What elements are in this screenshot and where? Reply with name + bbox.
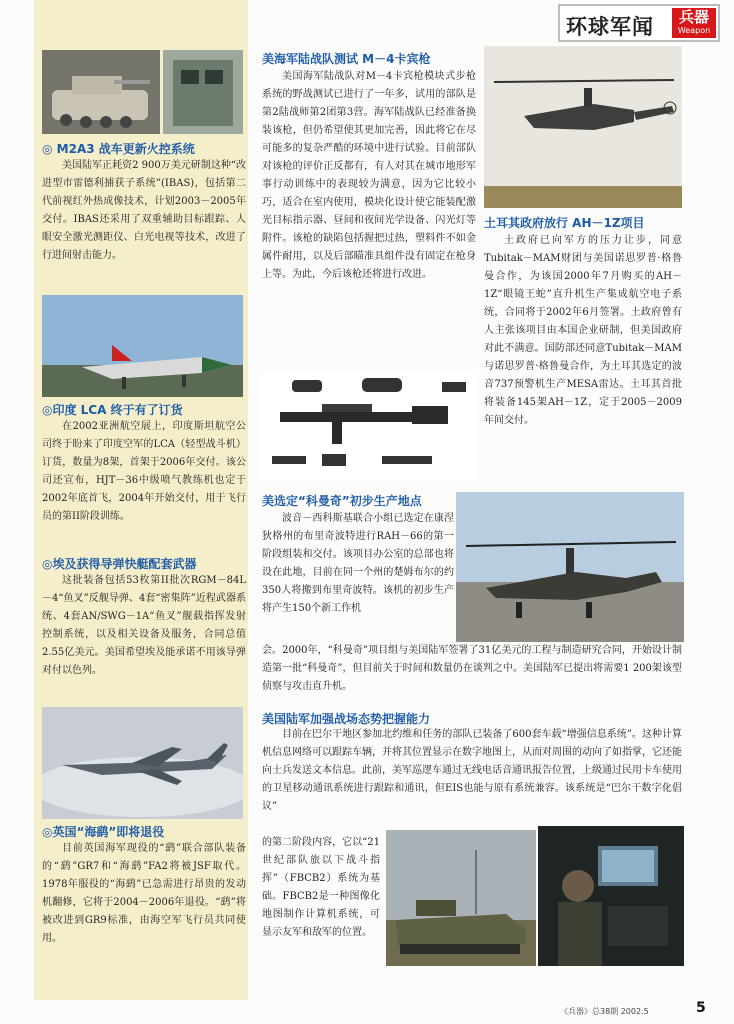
fbcb2-vehicle-photo <box>386 830 536 966</box>
comanche-helicopter-photo <box>456 492 684 642</box>
lca-jet-illustration <box>42 295 243 397</box>
fbcb2-vehicle-illustration <box>386 830 536 966</box>
ah1z-body: 土政府已向军方的压力让步，同意Tubitak－MAM财团与美国诺思罗普·格鲁曼合作，为该国2000年7月购买的AH－1Z“眼镜王蛇”直升机生产集成航空电子系统，合同将于2002年6月签署。土政府曾有人主张该项目由本国企业研制，但美国政府对此不满意。国防部还同意Tubitak－MAM与诺思罗普·格鲁曼合作，为土耳其选定的波音737预警机生产MESA雷达。土耳其首批将装备145架AH－1Z，定于2005－2009年间交付。 <box>484 235 682 426</box>
lca-body: 在2002亚洲航空展上，印度斯坦航空公司终于盼来了印度空军的LCA（轻型战斗机）订货，数量为8架，首架于2006年交付。该公司还宣布，HJT－36中级喷气教练机也定于2002年底首飞，2004年开始交付，用于飞行员的第II阶段训练。 <box>42 421 246 522</box>
m4-carbine-photo <box>262 372 476 480</box>
issue-footer: 《兵器》总38期 2002.5 <box>560 1007 649 1016</box>
m4-heading: 美海军陆战队测试 M－4卡宾枪 <box>262 52 431 66</box>
m2a3-vehicle-photo <box>42 50 160 134</box>
m4-carbine-illustration <box>262 372 476 480</box>
sight-illustration <box>163 50 243 134</box>
fbcb2-heading: 美国陆军加强战场态势把握能力 <box>262 712 431 726</box>
logo-main-text: 兵器 <box>678 8 709 26</box>
comanche-body-part2: 会。2000年，“科曼奇”项目组与美国陆军签署了31亿美元的工程与制造研究合同，开始设计制造第一批“科曼奇”，但目前关于时间和数量仍在谈判之中。美国陆军已提出将需要1 200架该型侦察与攻击直升机。 <box>262 645 682 692</box>
harrier-heading: ◎英国“海鹞”即将退役 <box>42 825 165 839</box>
lca-heading: ◎印度 LCA 终于有了订货 <box>42 403 183 417</box>
lca-jet-photo <box>42 295 243 397</box>
fbcb2-body-part1: 目前在巴尔干地区参加北约维和任务的部队已装备了600套车载“增强信息系统”。这种计算机信息网络可以跟踪车辆，并将其位置显示在数字地图上，从而对周围的动向了如指掌，它还能向士兵发送文本信息。此前，美军巡逻车通过无线电话音通讯报告位置，上级通过民用卡车使用的卫星移动通讯系统进行跟踪和通讯，但EIS也能与原有系统兼容。该系统是“巴尔干数字化倡议” <box>262 729 682 812</box>
ah1z-heading: 土耳其政府放行 AH－1Z项目 <box>484 216 645 230</box>
fbcb2-body-part2: 的第二阶段内容，它以“21世纪部队旅以下战斗指挥”（FBCB2）系统为基础。FBCB2是一种图像化地图制作计算机系统，可显示友军和敌军的位置。 <box>262 837 380 938</box>
fbcb2-operator-photo <box>538 826 684 966</box>
m2a3-vehicle-illustration <box>42 50 160 134</box>
m2a3-sight-photo <box>163 50 243 134</box>
logo-sub-text: Weapon <box>677 26 711 35</box>
comanche-body-part1: 波音－西科斯基联合小组已选定在康涅狄格州的布里奇波特进行RAH－66的第一阶段组装和交付。该项目办公室的总部也将设在此地，目前在同一个州的楚姆布尔的约350人将搬到布里奇波特。该机的初步生产将产生150个新工作机 <box>262 513 454 614</box>
m2a3-heading: ◎ M2A3 战车更新火控系统 <box>42 142 195 156</box>
egypt-heading: ◎埃及获得导弹快艇配套武器 <box>42 557 197 571</box>
harrier-body: 目前英国海军现役的“鹞”联合部队装备的“鹞”GR7和“海鹞”FA2将被JSF取代。1978年服役的“海鹞”已急需进行昂贵的发动机翻修，它将于2004－2006年退役。“鹞”将被改进到GR9标准，由海空军飞行员共同使用。 <box>42 843 246 944</box>
page-number: 5 <box>696 1000 706 1016</box>
m4-body: 美国海军陆战队对M－4卡宾枪模块式步枪系统的野战测试已进行了一年多，试用的部队是第2陆战师第2团第3营。海军陆战队已经准备换装该枪，但仍希望使其更加完善，因此将它在尽可能多的复杂严酷的环境中进行试验。目前部队对该枪的评价正反都有，有人对其在城市地形军事行动训练中的表现较为满意，因为它比较小巧，适合在室内使用，模块化设计使它能装配激光目标指示器、昼间和夜间光学设备、闪光灯等附件。该枪的缺陷包括握把过热，塑料件不如金属件耐用，以及后部瞄准具组件没有固定在枪身上等。为此，今后该枪还将进行改进。 <box>262 71 476 280</box>
masthead <box>558 4 720 42</box>
comanche-heading: 美选定“科曼奇”初步生产地点 <box>262 494 422 508</box>
fbcb2-operator-illustration <box>538 826 684 966</box>
egypt-body: 这批装备包括53枚第II批次RGM－84L－4“鱼叉”反舰导弹、4套“密集阵”近程武器系统、4套AN/SWG－1A“鱼叉”舰载指挥发射控制系统，以及相关设备及服务，合同总值2.55亿美元。美国希望埃及能承诺不用该导弹对付以色列。 <box>42 575 246 676</box>
ah1z-helicopter-illustration <box>484 46 682 208</box>
harrier-jet-photo <box>42 707 243 819</box>
harrier-jet-illustration <box>42 707 243 819</box>
comanche-helicopter-illustration <box>456 492 684 642</box>
ah1z-helicopter-photo <box>484 46 682 208</box>
masthead-title: 环球军闻 <box>566 14 654 39</box>
m2a3-body: 美国陆军正耗资2 900万美元研制这种“改进型市雷德利捕获子系统”(IBAS)，包括第二代前视红外热成像技术，计划2003－2005年交付。IBAS还采用了双重辅助目标跟踪、人眼安全激光测距仪、白光电视等技术，改进了行进间射击能力。 <box>42 160 246 261</box>
weapon-logo <box>672 8 716 38</box>
